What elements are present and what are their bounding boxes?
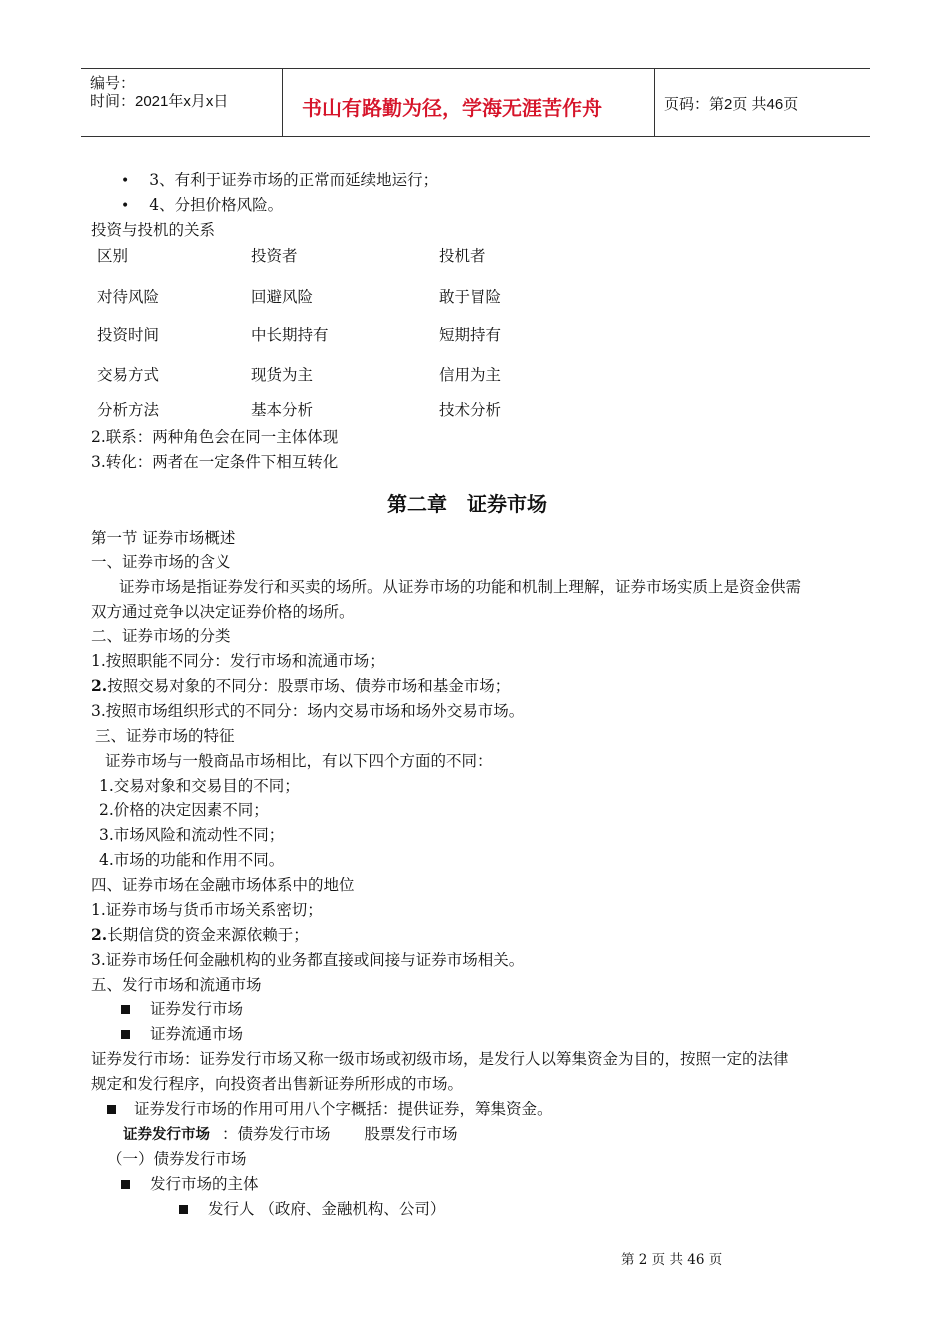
list-text: 按照市场组织形式的不同分：场内交易市场和场外交易市场。 [105, 702, 525, 720]
issue-type-a: 债券发行市场 [237, 1125, 331, 1143]
table-cell: 投资时间 [97, 326, 160, 344]
bullet-text: 证券流通市场 [149, 1025, 243, 1043]
table-cell: 现货为主 [251, 366, 314, 384]
table-header-cell: 投资者 [251, 247, 298, 265]
bullet-item [121, 195, 283, 216]
table-cell: 回避风险 [251, 288, 314, 306]
square-bullet-item [121, 1174, 258, 1194]
issue-types-label: 证券发行市场 [123, 1127, 210, 1143]
subsection-title: 五、发行市场和流通市场 [91, 976, 262, 994]
square-bullet-item [121, 999, 243, 1019]
bullet-text: 发行市场的主体 [149, 1175, 259, 1193]
bullet-dot-icon: • [121, 173, 130, 189]
header-time-label: 时间：2021年x月x日 [90, 93, 229, 110]
header-motto: 书山有路勤为径，学海无涯苦作舟 [302, 96, 602, 120]
bullet-text: 4、分担价格风险。 [149, 196, 284, 214]
relation-title: 投资与投机的关系 [91, 221, 216, 239]
table-cell: 对待风险 [97, 288, 160, 306]
bullet-text: 证券发行市场的作用可用八个字概括：提供证券，筹集资金。 [133, 1100, 553, 1118]
list-text: 按照交易对象的不同分：股票市场、债券市场和基金市场； [107, 677, 511, 695]
section-title: 第一节 证券市场概述 [91, 529, 236, 547]
table-header-cell: 区别 [97, 247, 129, 265]
list-text: 按照职能不同分：发行市场和流通市场； [105, 652, 385, 670]
issue-type-b: 股票发行市场 [364, 1125, 458, 1143]
subsection-title: 三、证券市场的特征 [95, 727, 235, 745]
paragraph-line: 证券发行市场：证券发行市场又称一级市场或初级市场，是发行人以筹集资金为目的，按照一定的法律 [91, 1050, 789, 1068]
bullet-dot-icon: • [121, 198, 130, 214]
page-footer: 第 2 页 共 46 页 [621, 1252, 723, 1268]
list-item [91, 701, 524, 721]
square-bullet-icon [121, 1005, 130, 1014]
square-bullet-icon [179, 1205, 188, 1214]
square-bullet-item [107, 1099, 552, 1119]
table-cell: 信用为主 [439, 366, 502, 384]
list-item: 4.市场的功能和作用不同。 [99, 851, 285, 869]
table-cell: 敢于冒险 [439, 288, 502, 306]
subsection-title: （一）债券发行市场 [107, 1150, 247, 1168]
bullet-item [121, 170, 438, 191]
list-item [91, 676, 510, 696]
issue-types-separator: ： [222, 1125, 238, 1143]
table-header-cell: 投机者 [439, 247, 486, 265]
list-item [91, 950, 524, 970]
subsection-title: 二、证券市场的分类 [91, 627, 231, 645]
list-text: 长期信贷的资金来源依赖于； [107, 926, 309, 944]
header-divider [654, 69, 655, 136]
relation-conversion: 3.转化：两者在一定条件下相互转化 [91, 453, 339, 471]
table-cell: 中长期持有 [251, 326, 329, 344]
square-bullet-icon [121, 1180, 130, 1189]
list-number: 2. [91, 676, 108, 695]
issue-types-line [123, 1124, 458, 1145]
list-item: 1.交易对象和交易目的不同； [99, 777, 300, 795]
relation-link: 2.联系：两种角色会在同一主体体现 [91, 428, 339, 446]
list-item [91, 651, 385, 671]
subsection-title: 一、证券市场的含义 [91, 553, 231, 571]
square-bullet-icon [107, 1105, 116, 1114]
table-cell: 交易方式 [97, 366, 160, 384]
square-bullet-item [179, 1199, 445, 1219]
paragraph-line: 规定和发行程序，向投资者出售新证券所形成的市场。 [91, 1075, 464, 1093]
list-number: 2. [91, 925, 108, 944]
list-item: 3.市场风险和流动性不同； [99, 826, 285, 844]
bullet-text: 证券发行市场 [149, 1000, 243, 1018]
bullet-text: 发行人 （政府、金融机构、公司） [207, 1200, 446, 1218]
square-bullet-item [121, 1024, 243, 1044]
bullet-text: 3、有利于证券市场的正常而延续地运行； [149, 171, 439, 189]
subsection-title: 四、证券市场在金融市场体系中的地位 [91, 876, 355, 894]
list-item [91, 900, 323, 920]
header-number-label: 编号： [90, 75, 136, 92]
square-bullet-icon [121, 1030, 130, 1039]
list-item [91, 925, 309, 945]
chapter-title: 第二章 证券市场 [387, 492, 547, 516]
table-cell: 基本分析 [251, 401, 314, 419]
header-divider [282, 69, 283, 136]
table-cell: 分析方法 [97, 401, 160, 419]
paragraph-line: 双方通过竞争以决定证券价格的场所。 [91, 603, 355, 621]
list-number: 1. [91, 652, 106, 670]
list-text: 证券市场任何金融机构的业务都直接或间接与证券市场相关。 [105, 951, 525, 969]
list-number: 3. [91, 702, 106, 720]
list-text: 证券市场与货币市场关系密切； [105, 901, 323, 919]
table-cell: 短期持有 [439, 326, 502, 344]
paragraph-line: 证券市场是指证券发行和买卖的场所。从证券市场的功能和机制上理解，证券市场实质上是资金供需 [119, 578, 802, 596]
header-page-label: 页码：第2页 共46页 [664, 96, 799, 113]
list-item: 2.价格的决定因素不同； [99, 801, 269, 819]
list-number: 1. [91, 901, 106, 919]
paragraph-line: 证券市场与一般商品市场相比，有以下四个方面的不同： [105, 752, 493, 770]
table-cell: 技术分析 [439, 401, 502, 419]
list-number: 3. [91, 951, 106, 969]
